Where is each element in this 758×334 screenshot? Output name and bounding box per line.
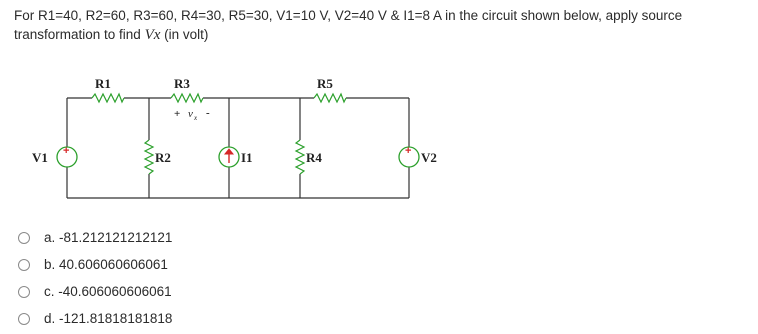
option-c-radio[interactable] [18,286,30,298]
option-d-label: d. -121.81818181818 [44,311,173,326]
question-line-2-prefix: transformation to find [14,27,145,42]
v1-label: V1 [32,150,48,165]
r1-resistor [92,94,124,102]
r2-label: R2 [155,150,171,165]
v1-plus-sign: + [63,145,70,157]
r3-resistor [171,94,203,102]
r4-resistor [296,140,304,174]
i1-label: I1 [241,150,253,165]
r5-resistor [314,94,346,102]
option-c[interactable] [18,278,172,305]
r2-resistor [145,140,153,174]
option-b-label: b. 40.606060606061 [44,257,168,272]
answer-options [18,224,172,332]
option-c-label: c. -40.606060606061 [44,284,172,299]
v2-label: V2 [421,150,437,165]
vx-subscript: x [194,114,198,122]
r5-label: R5 [317,76,333,91]
option-d-radio[interactable] [18,313,30,325]
r4-label: R4 [306,150,322,165]
vx-variable: Vx [144,27,161,43]
option-a-radio[interactable] [18,232,30,244]
question-text [14,6,750,45]
r1-label: R1 [95,76,111,91]
r3-label: R3 [174,76,190,91]
question-line-2 [14,25,750,45]
option-b[interactable] [18,251,172,278]
vx-minus: - [206,107,210,119]
option-a[interactable] [18,224,172,251]
circuit-diagram [24,68,444,203]
option-a-label: a. -81.212121212121 [44,230,173,245]
vx-label: v [188,108,193,120]
option-b-radio[interactable] [18,259,30,271]
v2-plus-sign: + [405,145,412,157]
question-line-2-suffix: (in volt) [160,27,209,42]
vx-plus: + [174,108,181,120]
option-d[interactable] [18,305,172,332]
question-line-1: For R1=40, R2=60, R3=60, R4=30, R5=30, V1=10 V, V2=40 V & I1=8 A in the circuit shown below, apply source [14,8,683,23]
